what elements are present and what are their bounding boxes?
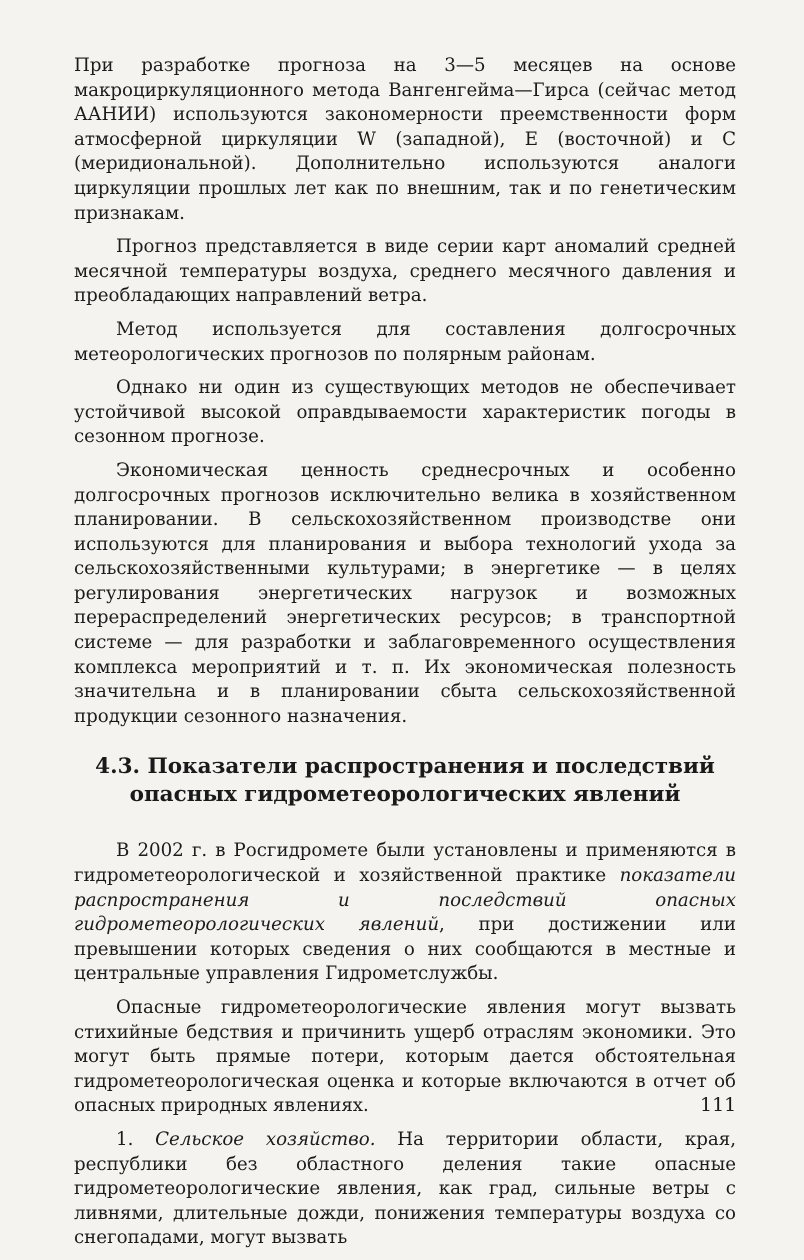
rosgidromet-text-after: , при достижении или превышении которых сведения о них сообщаются в местные и центральные управления Гидрометслужбы. (74, 914, 736, 985)
agriculture-text: На территории области, края, республики без областного деления такие опасные гидрометеорологические явления, как град, сильные ветры с ливнями, длительные дожди, понижения температуры воздуха со снегопадами, могут вызвать (74, 1128, 736, 1249)
paragraph-agriculture (74, 1128, 736, 1251)
section-heading-line2: опасных гидрометеорологических явлений (129, 782, 681, 808)
page-number: 111 (700, 1094, 737, 1116)
rosgidromet-text-before: В 2002 г. в Росгидромете были установлены и применяются в гидрометеорологической и хозяйственной практике (74, 840, 736, 887)
paragraph-polar-method: Метод используется для составления долгосрочных метеорологических прогнозов по полярным районам. (74, 318, 736, 365)
rosgidromet-italic-term: показатели распространения и последствий опасных гидрометеорологических явлений (74, 865, 736, 936)
paragraph-economic-value: Экономическая ценность среднесрочных и особенно долгосрочных прогнозов исключительно велика в хозяйственном планировании. В сельскохозяйственном производстве они используются для планирования и выбора технологий ухода за сельскохозяйственными культурами; в энергетике — в целях регулирования энергетических нагрузок и возможных перераспределений энергетических ресурсов; в транспортной системе — для разработки и заблаговременного осуществления комплекса мероприятий и т. п. Их экономическая полезность значительна и в планировании сбыта сельскохозяйственной продукции сезонного назначения. (74, 459, 736, 727)
page-content (74, 54, 736, 1260)
paragraph-damage: Опасные гидрометеорологические явления могут вызвать стихийные бедствия и причинить ущерб отраслям экономики. Это могут быть прямые потери, которым дается обстоятельная гидрометеорологическая оценка и которые включаются в отчет об опасных природных явлениях. (74, 997, 736, 1117)
paragraph-rosgidromet (74, 839, 736, 987)
agriculture-italic-title: Сельское хозяйство. (155, 1128, 376, 1150)
paragraph-forecast-maps: Прогноз представляется в виде серии карт аномалий средней месячной температуры воздуха, среднего месячного давления и преобладающих направлений ветра. (74, 236, 736, 307)
agriculture-number: 1. (116, 1128, 156, 1150)
paragraph-forecast-method: При разработке прогноза на 3—5 месяцев на основе макроциркуляционного метода Вангенгейма—Гирса (сейчас метод ААНИИ) используются закономерности преемственности форм атмосферной циркуляции W (западной), E (восточной) и C (меридиональной). Дополнительно используются аналоги циркуляции прошлых лет как по внешним, так и по генетическим признакам. (74, 55, 736, 224)
section-heading-line1: 4.3. Показатели распространения и последствий (95, 754, 715, 780)
paragraph-reliability: Однако ни один из существующих методов не обеспечивает устойчивой высокой оправдываемости характеристик погоды в сезонном прогнозе. (74, 377, 736, 448)
section-heading (74, 753, 736, 809)
